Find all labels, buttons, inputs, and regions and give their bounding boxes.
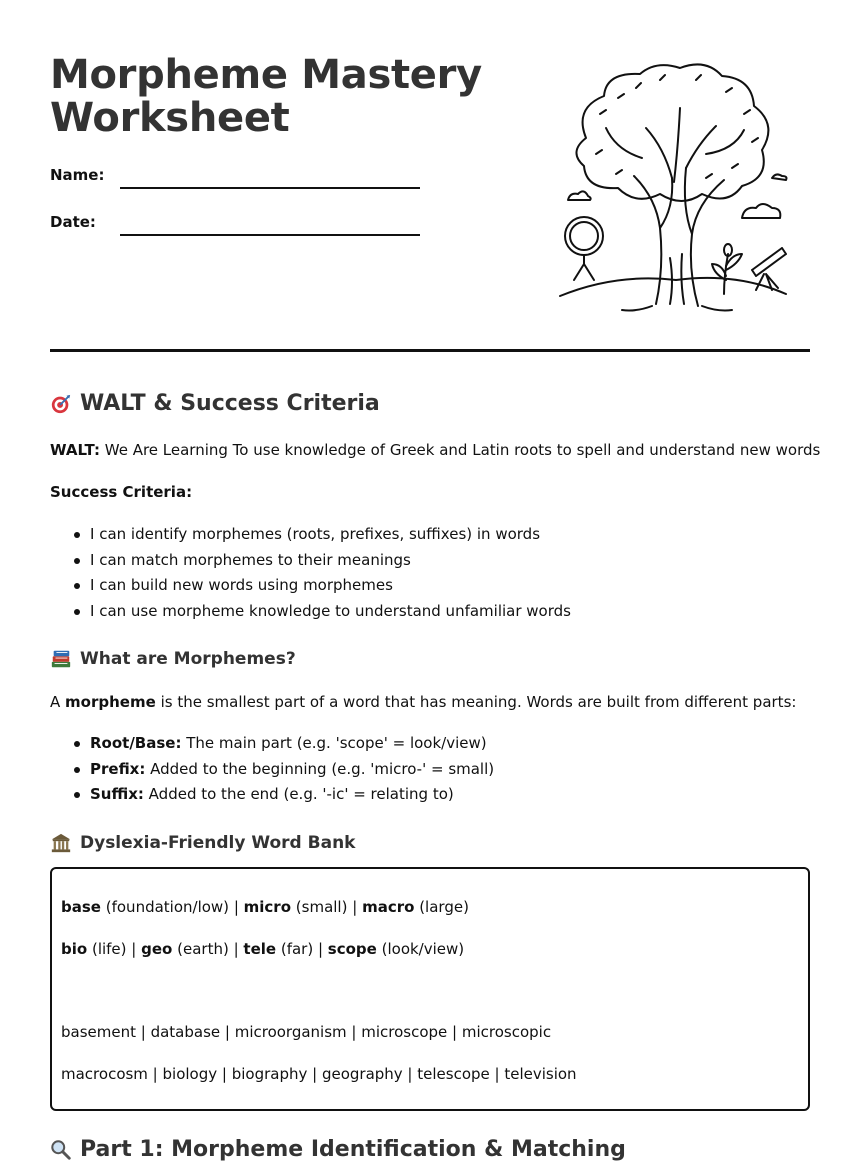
list-item: I can match morphemes to their meanings: [90, 548, 571, 574]
separator: |: [229, 898, 244, 916]
morpheme-meaning: (far): [280, 940, 314, 958]
date-label: Date:: [50, 213, 96, 231]
morpheme-row-1: [61, 898, 469, 916]
list-item: [90, 782, 494, 808]
list-item: [90, 757, 494, 783]
words-row-1: basement | database | microorganism | microscope | microscopic: [61, 1023, 552, 1041]
morpheme-root: macro: [362, 898, 415, 916]
morpheme-meaning: (life): [91, 940, 127, 958]
morpheme-meaning: (earth): [177, 940, 229, 958]
separator: |: [347, 898, 363, 916]
part1-heading: [50, 1137, 626, 1162]
morpheme-parts-list: [50, 731, 494, 808]
part-term: Suffix:: [90, 785, 144, 804]
success-criteria-list: [50, 522, 571, 625]
morpheme-meaning: (small): [295, 898, 348, 916]
tree-illustration-icon: [556, 58, 792, 324]
magnifying-glass-icon: [50, 1139, 72, 1161]
separator: |: [126, 940, 142, 958]
walt-heading-text: WALT & Success Criteria: [80, 391, 380, 416]
morpheme-root: micro: [243, 898, 292, 916]
definition-text: is the smallest part of a word that has meaning. Words are built from different parts:: [160, 693, 797, 711]
separator: |: [228, 940, 244, 958]
morphemes-heading-text: What are Morphemes?: [80, 649, 296, 669]
morphemes-heading: [50, 648, 296, 670]
part1-heading-text: Part 1: Morpheme Identification & Matching: [80, 1137, 626, 1162]
separator: |: [313, 940, 328, 958]
list-item: I can build new words using morphemes: [90, 573, 571, 599]
walt-heading: [50, 391, 380, 416]
name-label: Name:: [50, 166, 105, 184]
morpheme-meaning: (foundation/low): [105, 898, 230, 916]
definition-prefix: A: [50, 693, 61, 711]
walt-label: WALT:: [50, 441, 100, 459]
morpheme-definition: [50, 693, 810, 711]
list-item: [90, 731, 494, 757]
list-item: I can use morpheme knowledge to understand unfamiliar words: [90, 599, 571, 625]
part-desc: Added to the beginning (e.g. 'micro-' = small): [150, 759, 495, 778]
title-line-2: Worksheet: [50, 95, 290, 141]
walt-statement: [50, 441, 821, 459]
word-bank-heading-text: Dyslexia-Friendly Word Bank: [80, 833, 356, 853]
definition-term: morpheme: [65, 693, 156, 711]
morpheme-row-2: [61, 940, 464, 958]
classical-building-icon: [50, 832, 72, 854]
morpheme-meaning: (large): [419, 898, 469, 916]
header-divider: [50, 349, 810, 352]
success-criteria-label-text: Success Criteria:: [50, 483, 193, 501]
part-term: Prefix:: [90, 759, 146, 778]
morpheme-root: scope: [327, 940, 377, 958]
part-desc: The main part (e.g. 'scope' = look/view): [186, 734, 487, 752]
date-field[interactable]: [120, 234, 420, 236]
walt-text: We Are Learning To use knowledge of Greek and Latin roots to spell and understand new words: [104, 441, 821, 459]
list-item: I can identify morphemes (roots, prefixes, suffixes) in words: [90, 522, 571, 548]
word-bank-box: [50, 867, 810, 1111]
success-criteria-label: [50, 483, 810, 501]
part-desc: Added to the end (e.g. '-ic' = relating to): [148, 785, 454, 804]
words-row-2: macrocosm | biology | biography | geography | telescope | television: [61, 1065, 577, 1083]
name-field[interactable]: [120, 187, 420, 189]
books-icon: [50, 648, 72, 670]
part-term: Root/Base:: [90, 734, 182, 752]
worksheet-title: [50, 54, 482, 140]
morpheme-root: base: [61, 898, 101, 916]
target-icon: [50, 393, 72, 415]
morpheme-root: geo: [141, 940, 173, 958]
word-bank-heading: [50, 832, 356, 854]
morpheme-root: bio: [61, 940, 88, 958]
title-line-1: Morpheme Mastery: [50, 52, 482, 98]
morpheme-root: tele: [243, 940, 277, 958]
morpheme-meaning: (look/view): [381, 940, 465, 958]
